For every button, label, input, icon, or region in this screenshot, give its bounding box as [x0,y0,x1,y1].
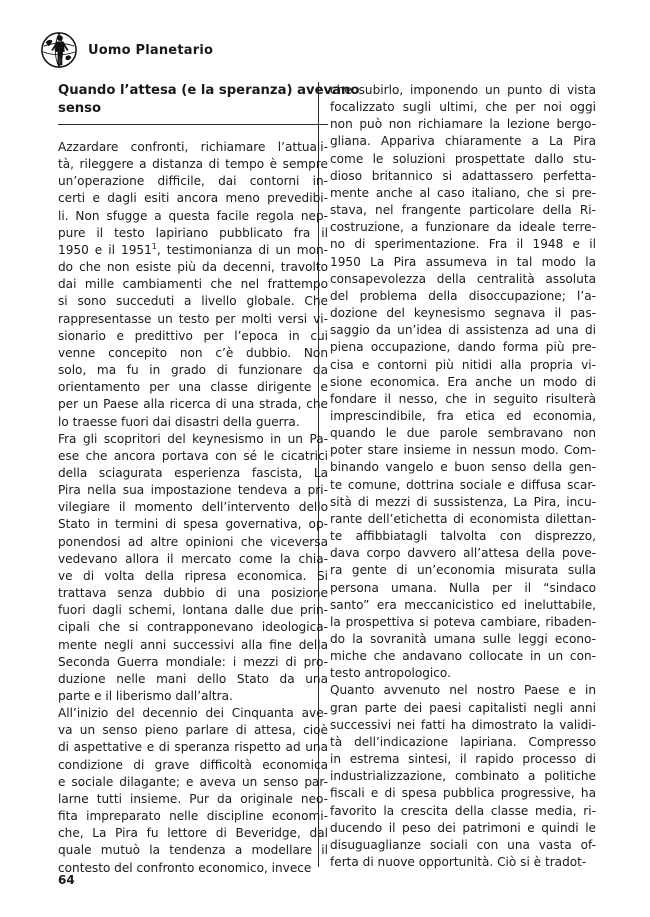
text-line: condizione di grave difficoltà economica [58,757,328,772]
text-line: te affibbiatagli talvolta con disprezzo, [330,529,596,544]
text-line: focalizzato sugli ultimi, che per noi oggi [330,100,596,115]
text-line: poter stare insieme in nessun modo. Com- [330,443,596,458]
text-line-part: 1950 e il 1951 [58,242,152,257]
left-column [58,82,360,877]
text-line: trattava senza dubbio di una posizione [58,586,328,601]
text-line: di aspettative e di speranza rispetto ad una [58,740,328,755]
text-line: Quanto avvenuto nel nostro Paese e in [330,683,596,698]
text-line: ra gente di un’economia misurata sulla [330,563,596,578]
text-line: consapevolezza della centralità assoluta [330,271,596,286]
text-line: sione economica. Era anche un modo di [330,374,596,389]
text-line: te comune, dottrina sociale e diffusa scar- [330,477,596,492]
text-line: gliana. Appariva chiaramente a La Pira [330,134,596,149]
page-number: 64 [58,873,75,887]
footnote-reference: 1 [151,241,157,251]
text-line: Pira nella sua impostazione tendeva a pri- [58,483,328,498]
text-line: ducendo il peso dei patrimoni e quindi le [330,820,596,835]
text-line: stava, nel frangente particolare della Ri- [330,203,596,218]
right-column [330,82,596,871]
text-line: si sono succeduti a livello globale. Che [58,294,328,309]
body-text-right [330,82,596,871]
text-line: vedevano allora il mercato come la chia- [58,551,328,566]
text-line: in estrema sintesi, il rapido processo di [330,752,596,767]
running-header [40,30,213,70]
body-text-left [58,139,328,877]
text-line: fuori dagli schemi, lontana dalle due prin- [58,603,328,618]
text-line: fita impreparato nelle discipline economi- [58,809,328,824]
text-line: Stato in termini di spesa governativa, op- [58,517,328,532]
text-line: duzione nelle mani dello Stato da una [58,671,328,686]
text-line: successivi nei fatti ha dimostrato la validi- [330,717,596,732]
text-line: come le soluzioni prospettate dallo stu- [330,151,596,166]
text-line: mente anche al caso italiano, che si pre- [330,185,596,200]
text-line: industrializzazione, combinato a politiche [330,769,596,784]
text-line: Seconda Guerra mondiale: i mezzi di pro- [58,654,328,669]
text-line: venne concepito non c’è dubbio. Non [58,345,328,360]
text-line: quale mutuò la tendenza a modellare il [58,843,328,858]
text-line: non può non richiamare la lezione bergo- [330,117,596,132]
text-line: do che non esiste più da decenni, travolto [58,260,328,275]
section-title-line: Quando l’attesa (e la speranza) avevano [58,83,360,98]
text-line: costruzione, a funzionare da ideale terre- [330,220,596,235]
text-line: persona umana. Nulla per il “sindaco [330,580,596,595]
text-line: solo, ma fu in grado di funzionare da [58,363,328,378]
text-line: dozione del keynesismo segnava il pas- [330,306,596,321]
header-title: Uomo Planetario [88,42,214,58]
text-line: orientamento per una classe dirigente e [58,380,328,395]
globe-figure-icon [40,31,78,69]
text-line: del problema della disoccupazione; l’a- [330,288,596,303]
text-line: rappresentasse un testo per molti versi vi- [58,311,328,326]
text-line: per un Paese alla ricerca di una strada, che [58,397,328,412]
text-line: ferta di nuove opportunità. Ciò si è tradot- [330,855,587,870]
text-line: santo” era meccanicistico ed ineluttabile, [330,597,596,612]
text-line: quando le due parole sembravano non [330,426,596,441]
text-line: rante dell’etichetta di economista dilettan- [330,511,596,526]
text-line: va un senso pieno parlare di attesa, cioè [58,723,328,738]
text-line: disuguaglianze sociali con una vasta of- [330,837,596,852]
text-line: sionario e predittivo per l’epoca in cui [58,328,328,343]
text-line: che, La Pira fu lettore di Beveridge, dal [58,826,328,841]
text-line: Fra gli scopritori del keynesismo in un Pa- [58,431,328,446]
section-title-line: senso [58,101,102,116]
text-line: lo traesse fuori dai disastri della guerra. [58,414,300,429]
text-line: un’operazione difficile, dai contorni in- [58,174,328,189]
text-line [58,242,328,259]
text-line: della sciagurata esperienza fascista, La [58,465,328,480]
text-line: larne tutti insieme. Pur da originale neo- [58,791,328,806]
section-title [58,82,360,125]
text-line: dai mille cambiamenti che nel frattempo [58,277,328,292]
text-line: tà dell’indicazione lapiriana. Compresso [330,734,596,749]
text-line: binando vangelo e buon senso della gen- [330,460,596,475]
text-line: piena occupazione, dando forma più pre- [330,340,596,355]
text-line: e sociale dilagante; e aveva un senso par- [58,774,328,789]
text-line: gran parte dei paesi capitalisti negli anni [330,700,596,715]
text-line: fondare il nesso, che in seguito risulterà [330,391,596,406]
text-line: imprescindibile, fra etica ed economia, [330,408,596,423]
text-line: certi e dagli esiti ancora meno prevedibi- [58,191,328,206]
text-line: li. Non sfugge a questa facile regola nep- [58,208,328,223]
text-line: cisa e contorni più nitidi alla propria vi- [330,357,596,372]
text-line: la prospettiva si poteva cambiare, ribaden- [330,614,596,629]
text-line: cipali che si contrapponevano ideologica- [58,620,328,635]
text-line: Azzardare confronti, richiamare l’attuali- [58,140,328,154]
text-line: tà, rileggere a distanza di tempo è sempre [58,157,328,172]
text-line: dioso britannico si adattassero perfetta- [330,168,596,183]
text-line: fiscali e di spesa pubblica progressive, ha [330,786,596,801]
text-line: dava corpo davvero all’attesa della pove- [330,546,596,561]
text-line: ponendosi ad altre opinioni che viceversa [58,534,328,549]
text-line: che subirlo, imponendo un punto di vista [330,83,596,97]
text-line: sità di mezzi di sussistenza, La Pira, incu- [330,494,596,509]
text-line: All’inizio del decennio dei Cinquanta ave- [58,706,328,721]
text-line: contesto del confronto economico, invece [58,860,312,875]
text-line: vilegiare il momento dell’intervento dello [58,500,328,515]
text-line-part: , testimonianza di un mon- [156,242,329,257]
text-line: miche che andavano collocate in un con- [330,649,596,664]
text-line: mente negli anni successivi alla fine della [58,637,328,652]
text-line: do la sovranità umana sulle leggi econo- [330,632,596,646]
text-line: 1950 La Pira assumeva in tal modo la [330,254,596,269]
text-line: parte e il liberismo dall’altra. [58,689,233,703]
text-line: favorito la crescita della classe media, ri- [330,803,596,818]
text-line: testo antropologico. [330,666,451,681]
text-line: saggio da un’idea di assistenza ad una di [330,323,596,338]
text-line: ese che ancora portava con sé le cicatrici [58,448,328,463]
text-line: ve di volta della ripresa economica. Si [58,568,328,583]
text-line: no di sperimentazione. Fra il 1948 e il [330,237,596,252]
text-line: pure il testo lapiriano pubblicato fra il [58,225,328,240]
